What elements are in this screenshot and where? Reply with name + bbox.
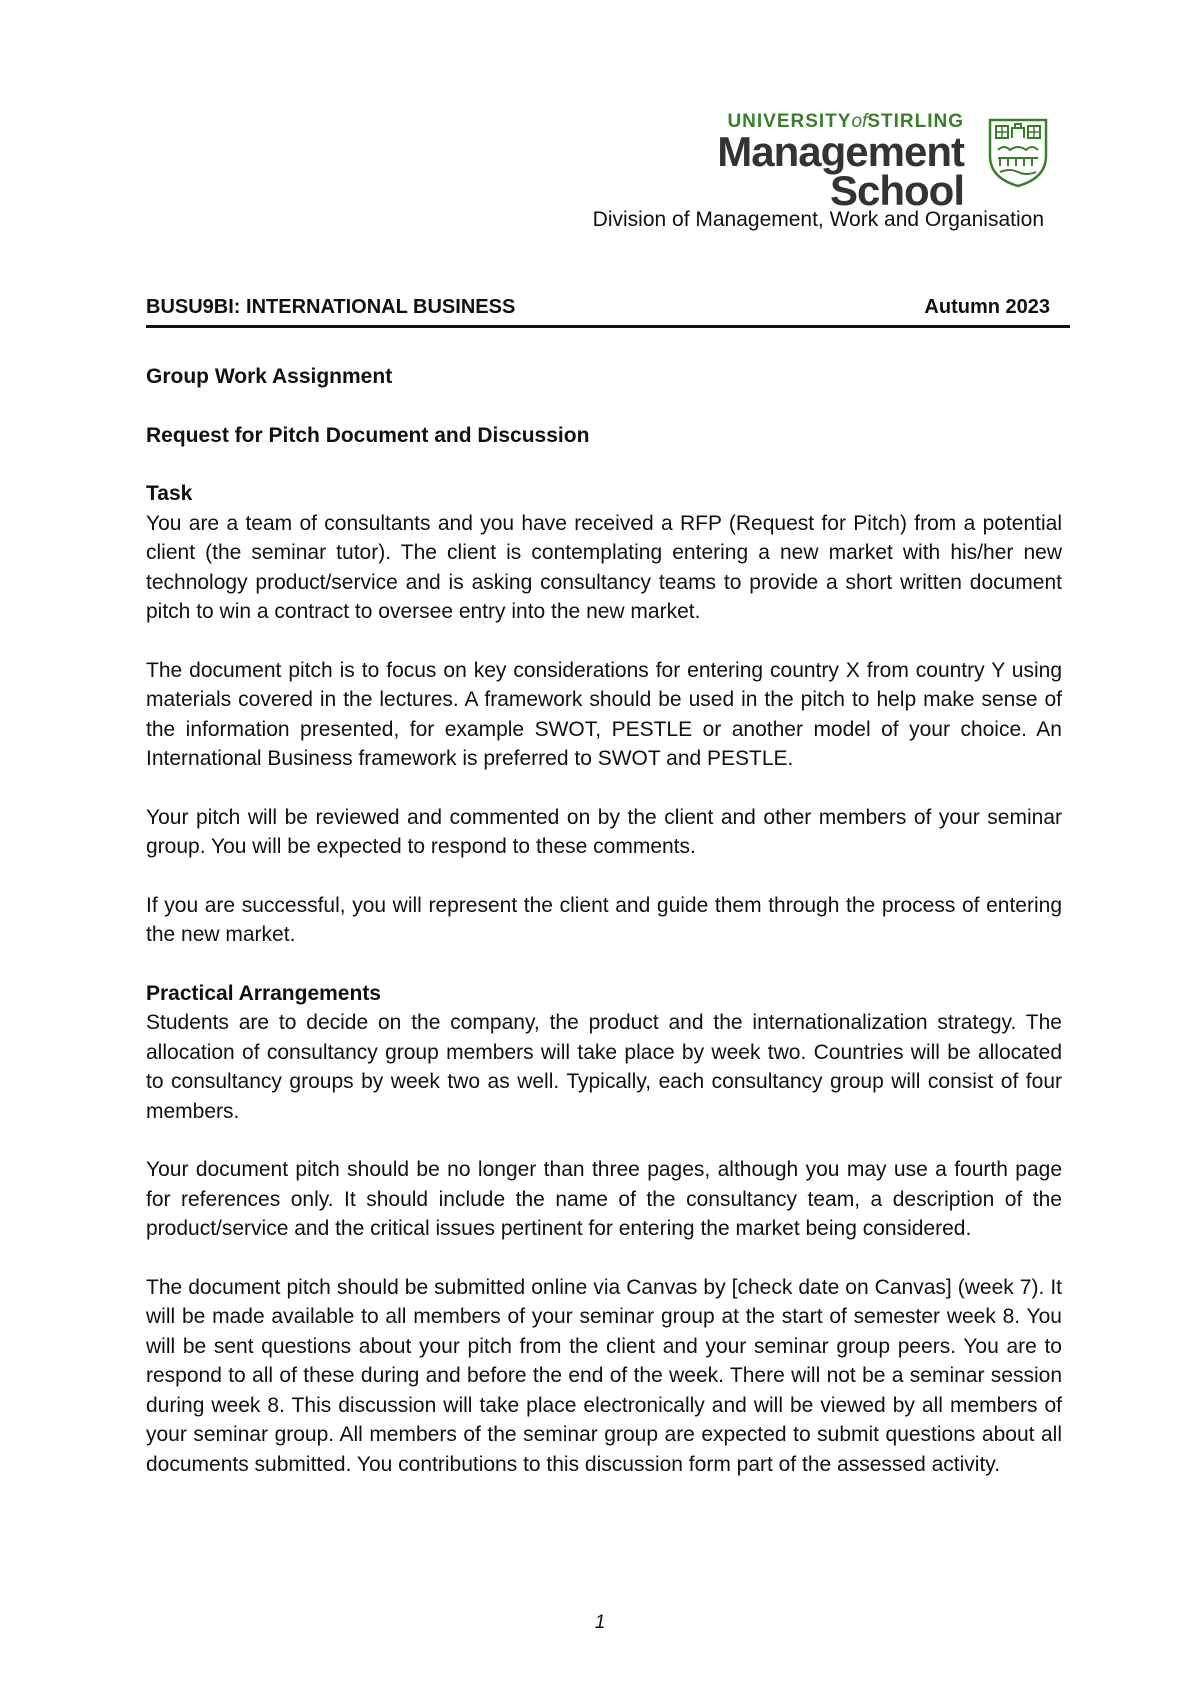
term-label: Autumn 2023 <box>924 296 1050 318</box>
assignment-subtitle: Request for Pitch Document and Discussion <box>146 423 590 447</box>
logo-stirling-word: STIRLING <box>867 111 964 132</box>
division-name: Division of Management, Work and Organisation <box>592 208 1044 231</box>
task-paragraph: The document pitch is to focus on key considerations for entering country X from country Y using materials covered in the lectures. A framework should be used in the pitch to help make sense of the information presented, for example SWOT, PESTLE or another model of your choice. An International Business framework is preferred to SWOT and PESTLE. <box>146 658 1062 770</box>
task-paragraph: If you are successful, you will represent the client and guide them through the process of entering the new market. <box>146 893 1062 946</box>
header-divider <box>146 325 1070 328</box>
practical-paragraph: The document pitch should be submitted online via Canvas by [check date on Canvas] (week 7). It will be made available to all members of your seminar group at the start of semester week 8. You will be sent questions about your pitch from the client and your seminar group peers. You are to respond to all of these during and before the end of the week. There will not be a seminar session during week 8. This discussion will take place electronically and will be viewed by all members of your seminar group. All members of the seminar group are expected to submit questions about all documents submitted. You contributions to this discussion form part of the assessed activity. <box>146 1275 1062 1476</box>
practical-paragraph: Students are to decide on the company, the product and the internationalization strategy. The allocation of consultancy group members will take place by week two. Countries will be allocated to consultancy groups by week two as well. Typically, each consultancy group will consist of four members. <box>146 1011 1062 1123</box>
task-paragraph: Your pitch will be reviewed and commented on by the client and other members of your seminar group. You will be expected to respond to these comments. <box>146 805 1062 858</box>
logo-school: School <box>829 167 964 214</box>
assignment-title: Group Work Assignment <box>146 365 393 388</box>
logo-of-word: of <box>851 111 868 132</box>
course-header <box>146 296 1050 319</box>
university-logo <box>686 111 1050 214</box>
document-body <box>146 362 1062 1508</box>
logo-wordmark <box>717 111 964 214</box>
task-paragraph: You are a team of consultants and you have received a RFP (Request for Pitch) from a potential client (the seminar tutor). The client is contemplating entering a new market with his/her new technology product/service and is asking consultancy teams to provide a short written document pitch to win a contract to oversee entry into the new market. <box>146 511 1062 623</box>
practical-paragraph: Your document pitch should be no longer than three pages, although you may use a fourth page for references only. It should include the name of the consultancy team, a description of the product/service and the critical issues pertinent for entering the market being considered. <box>146 1158 1062 1240</box>
course-code-title: BUSU9BI: INTERNATIONAL BUSINESS <box>146 296 516 318</box>
logo-university-word: UNIVERSITY <box>727 111 852 132</box>
spacer <box>146 392 1062 421</box>
page-number: 1 <box>594 1612 606 1633</box>
practical-heading: Practical Arrangements <box>146 981 381 1005</box>
logo-management: Management <box>717 128 964 175</box>
task-heading: Task <box>146 482 193 505</box>
spacer <box>146 450 1062 479</box>
crest-icon <box>986 116 1050 188</box>
